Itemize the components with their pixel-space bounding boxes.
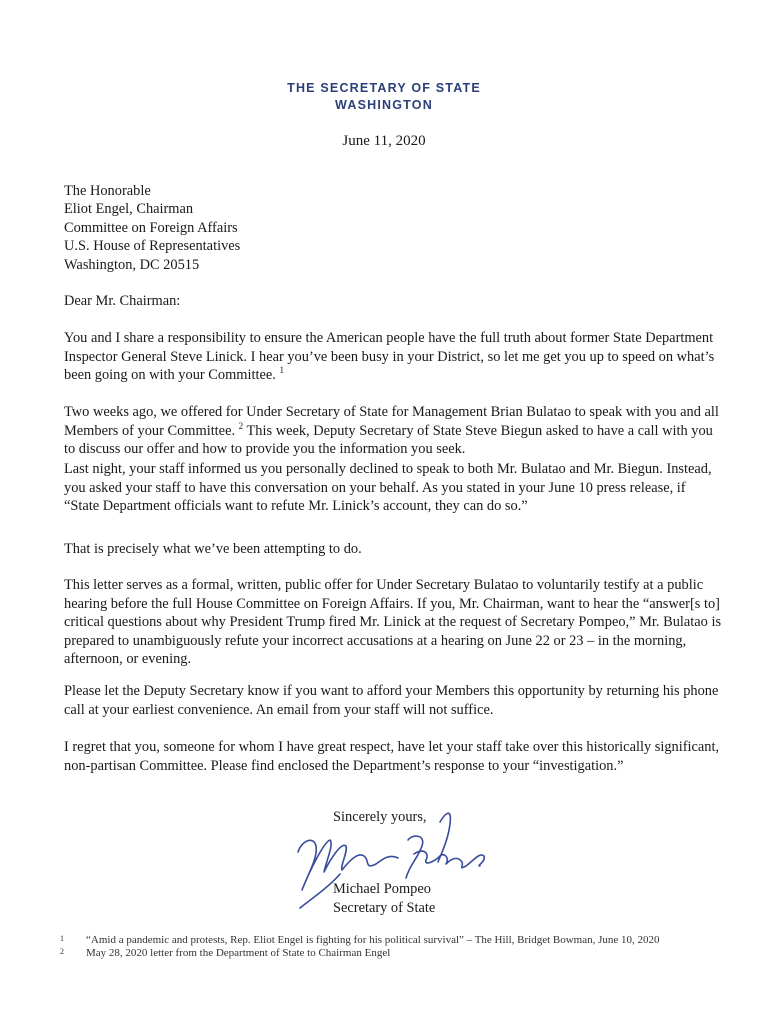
signer-title: Secretary of State [333, 900, 436, 916]
paragraph-5: This letter serves as a formal, written, public offer for Under Secretary Bulatao to voluntarily testify at a public hearing before the full House Committee on Foreign Affairs. If you, Mr. Chairman, want to hear the “answer[s to] critical questions about why President Trump fired Mr. Linick at the request of Secretary Pompeo,” Mr. Bulatao is prepared to unambiguously refute your incorrect accusations at a hearing on June 22 or 23 – in the morning, afternoon, or evening. [64, 577, 722, 667]
address-line: Washington, DC 20515 [64, 256, 200, 273]
paragraph-1-text: You and I share a responsibility to ensure the American people have the full truth about former State Department Inspector General Steve Linick. I hear you’ve been busy in your District, so let me get you up to speed on what’s been going on with your Committee. [64, 330, 715, 383]
address-line: The Honorable [64, 183, 151, 199]
paragraph-7: I regret that you, someone for whom I have great respect, have let your staff take over this historically significant, non-partisan Committee. Please find enclosed the Department’s response to your “investigation.” [64, 739, 720, 774]
salutation: Dear Mr. Chairman: [64, 293, 181, 309]
footnote-text: May 28, 2020 letter from the Department of State to Chairman Engel [86, 947, 391, 959]
address-line: Eliot Engel, Chairman [64, 201, 194, 218]
signer-block [333, 880, 435, 918]
signer-name: Michael Pompeo [333, 881, 431, 897]
address-line: Committee on Foreign Affairs [64, 219, 238, 236]
letterhead [0, 80, 768, 114]
paragraph-4: That is precisely what we’ve been attempting to do. [64, 541, 362, 557]
paragraph-2 [64, 403, 724, 459]
paragraph-6: Please let the Deputy Secretary know if you want to afford your Members this opportunity by returning his phone call at your earliest convenience. An email from your staff will not suffice. [64, 683, 719, 718]
footnote-number: 2 [60, 947, 64, 956]
footnote-number: 1 [60, 934, 64, 943]
address-line: U.S. House of Representatives [64, 238, 241, 255]
footnote-1 [60, 934, 740, 947]
footnotes [60, 934, 740, 960]
recipient-address [64, 182, 724, 274]
paragraph-3: Last night, your staff informed us you personally declined to speak to both Mr. Bulatao and Mr. Biegun. Instead, you asked your staff to have this conversation on your behalf. As you stated in your June 10 press release, if “State Department officials want to refute Mr. Linick’s account, they can do so.” [64, 461, 712, 514]
paragraph-2-text-b: This week, Deputy Secretary of State Steve Biegun asked to have a call with you to discuss our offer and how to provide you the information you seek. [64, 422, 713, 457]
letterhead-city: WASHINGTON [335, 98, 433, 112]
paragraph-1 [64, 329, 724, 385]
closing: Sincerely yours, [333, 809, 427, 825]
paragraph-2-text-a: Two weeks ago, we offered for Under Secretary of State for Management Brian Bulatao to speak with you and all Members of your Committee. [64, 404, 719, 439]
letterhead-title: THE SECRETARY OF STATE [287, 81, 481, 95]
footnote-ref-2: 2 [238, 420, 244, 431]
footnote-2 [60, 947, 740, 960]
letter-date: June 11, 2020 [342, 133, 426, 149]
footnote-ref-1: 1 [279, 365, 284, 376]
footnote-text: “Amid a pandemic and protests, Rep. Eliot Engel is fighting for his political survival” – The Hill, Bridget Bowman, June 10, 2020 [86, 934, 660, 946]
